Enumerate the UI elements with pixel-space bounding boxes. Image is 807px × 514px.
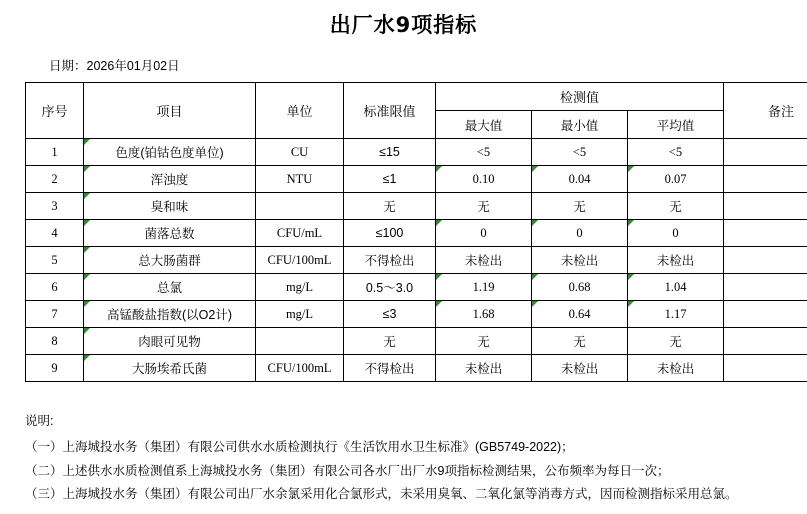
cell-min: 0.04 xyxy=(532,166,628,193)
cell-min: 0.64 xyxy=(532,301,628,328)
cell-seq: 4 xyxy=(26,220,84,247)
cell-seq: 6 xyxy=(26,274,84,301)
cell-remark xyxy=(724,355,807,382)
cell-min: 未检出 xyxy=(532,355,628,382)
date-value: 2026年01月02日 xyxy=(86,59,180,73)
header-avg: 平均值 xyxy=(628,111,724,139)
cell-min: 0.68 xyxy=(532,274,628,301)
cell-min: 无 xyxy=(532,193,628,220)
header-min: 最小值 xyxy=(532,111,628,139)
cell-remark xyxy=(724,328,807,355)
cell-remark xyxy=(724,139,807,166)
cell-remark xyxy=(724,166,807,193)
table-row xyxy=(26,139,807,166)
cell-seq: 5 xyxy=(26,247,84,274)
cell-min: 未检出 xyxy=(532,247,628,274)
table-header xyxy=(26,83,807,139)
table-header-row-1 xyxy=(26,83,807,111)
cell-item: 高锰酸盐指数(以O2计) xyxy=(84,301,256,328)
date-label: 日期： xyxy=(49,59,87,73)
cell-unit xyxy=(256,328,344,355)
cell-item: 色度(铂钴色度单位) xyxy=(84,139,256,166)
cell-seq: 1 xyxy=(26,139,84,166)
cell-avg: 无 xyxy=(628,328,724,355)
cell-limit: ≤100 xyxy=(344,220,436,247)
table-row xyxy=(26,166,807,193)
cell-avg: 未检出 xyxy=(628,247,724,274)
cell-remark xyxy=(724,247,807,274)
cell-avg: 无 xyxy=(628,193,724,220)
cell-unit: mg/L xyxy=(256,274,344,301)
cell-avg: <5 xyxy=(628,139,724,166)
cell-remark xyxy=(724,193,807,220)
cell-limit: ≤1 xyxy=(344,166,436,193)
cell-avg: 1.04 xyxy=(628,274,724,301)
table-row xyxy=(26,220,807,247)
cell-max: 无 xyxy=(436,328,532,355)
cell-min: <5 xyxy=(532,139,628,166)
header-remark: 备注 xyxy=(724,83,807,139)
water-quality-table-wrap xyxy=(25,82,795,382)
table-row xyxy=(26,193,807,220)
header-unit: 单位 xyxy=(256,83,344,139)
notes-title: 说明: xyxy=(25,414,54,428)
note-line-2: （二）上述供水水质检测值系上海城投水务（集团）有限公司各水厂出厂水9项指标检测结果，公布频率为每日一次； xyxy=(25,463,670,478)
cell-item: 大肠埃希氏菌 xyxy=(84,355,256,382)
cell-limit: 不得检出 xyxy=(344,247,436,274)
cell-unit: CU xyxy=(256,139,344,166)
table-row xyxy=(26,328,807,355)
header-detection-group: 检测值 xyxy=(436,83,724,111)
cell-unit: CFU/100mL xyxy=(256,247,344,274)
cell-limit: 无 xyxy=(344,328,436,355)
cell-max: 0 xyxy=(436,220,532,247)
cell-max: 0.10 xyxy=(436,166,532,193)
cell-limit: 0.5～3.0 xyxy=(344,274,436,301)
table-row xyxy=(26,247,807,274)
table-body xyxy=(26,139,807,382)
header-item: 项目 xyxy=(84,83,256,139)
header-limit: 标准限值 xyxy=(344,83,436,139)
cell-limit: ≤15 xyxy=(344,139,436,166)
cell-seq: 8 xyxy=(26,328,84,355)
cell-limit: 无 xyxy=(344,193,436,220)
water-quality-table xyxy=(25,82,807,382)
table-row xyxy=(26,355,807,382)
cell-seq: 7 xyxy=(26,301,84,328)
cell-limit: 不得检出 xyxy=(344,355,436,382)
cell-seq: 2 xyxy=(26,166,84,193)
cell-max: 未检出 xyxy=(436,355,532,382)
cell-seq: 3 xyxy=(26,193,84,220)
cell-min: 0 xyxy=(532,220,628,247)
cell-unit xyxy=(256,193,344,220)
cell-item: 浑浊度 xyxy=(84,166,256,193)
cell-item: 总氯 xyxy=(84,274,256,301)
cell-remark xyxy=(724,301,807,328)
cell-min: 无 xyxy=(532,328,628,355)
note-line-1: （一）上海城投水务（集团）有限公司供水水质检测执行《生活饮用水卫生标准》(GB5749-2022)； xyxy=(25,439,574,454)
cell-max: 1.68 xyxy=(436,301,532,328)
table-row xyxy=(26,274,807,301)
cell-avg: 1.17 xyxy=(628,301,724,328)
table-row xyxy=(26,301,807,328)
notes-section xyxy=(25,410,807,507)
header-seq: 序号 xyxy=(26,83,84,139)
cell-max: <5 xyxy=(436,139,532,166)
cell-max: 未检出 xyxy=(436,247,532,274)
cell-item: 肉眼可见物 xyxy=(84,328,256,355)
cell-avg: 0.07 xyxy=(628,166,724,193)
cell-unit: NTU xyxy=(256,166,344,193)
date-line xyxy=(49,56,807,74)
cell-unit: mg/L xyxy=(256,301,344,328)
cell-remark xyxy=(724,274,807,301)
cell-remark xyxy=(724,220,807,247)
cell-avg: 0 xyxy=(628,220,724,247)
cell-unit: CFU/mL xyxy=(256,220,344,247)
cell-item: 总大肠菌群 xyxy=(84,247,256,274)
cell-item: 臭和味 xyxy=(84,193,256,220)
cell-limit: ≤3 xyxy=(344,301,436,328)
note-line-3: （三）上海城投水务（集团）有限公司出厂水余氯采用化合氯形式，未采用臭氧、二氧化氯等消毒方式，因而检测指标采用总氯。 xyxy=(25,487,738,502)
page-title: 出厂水9项指标 xyxy=(329,13,478,37)
cell-seq: 9 xyxy=(26,355,84,382)
cell-avg: 未检出 xyxy=(628,355,724,382)
cell-max: 1.19 xyxy=(436,274,532,301)
cell-item: 菌落总数 xyxy=(84,220,256,247)
header-max: 最大值 xyxy=(436,111,532,139)
cell-unit: CFU/100mL xyxy=(256,355,344,382)
cell-max: 无 xyxy=(436,193,532,220)
